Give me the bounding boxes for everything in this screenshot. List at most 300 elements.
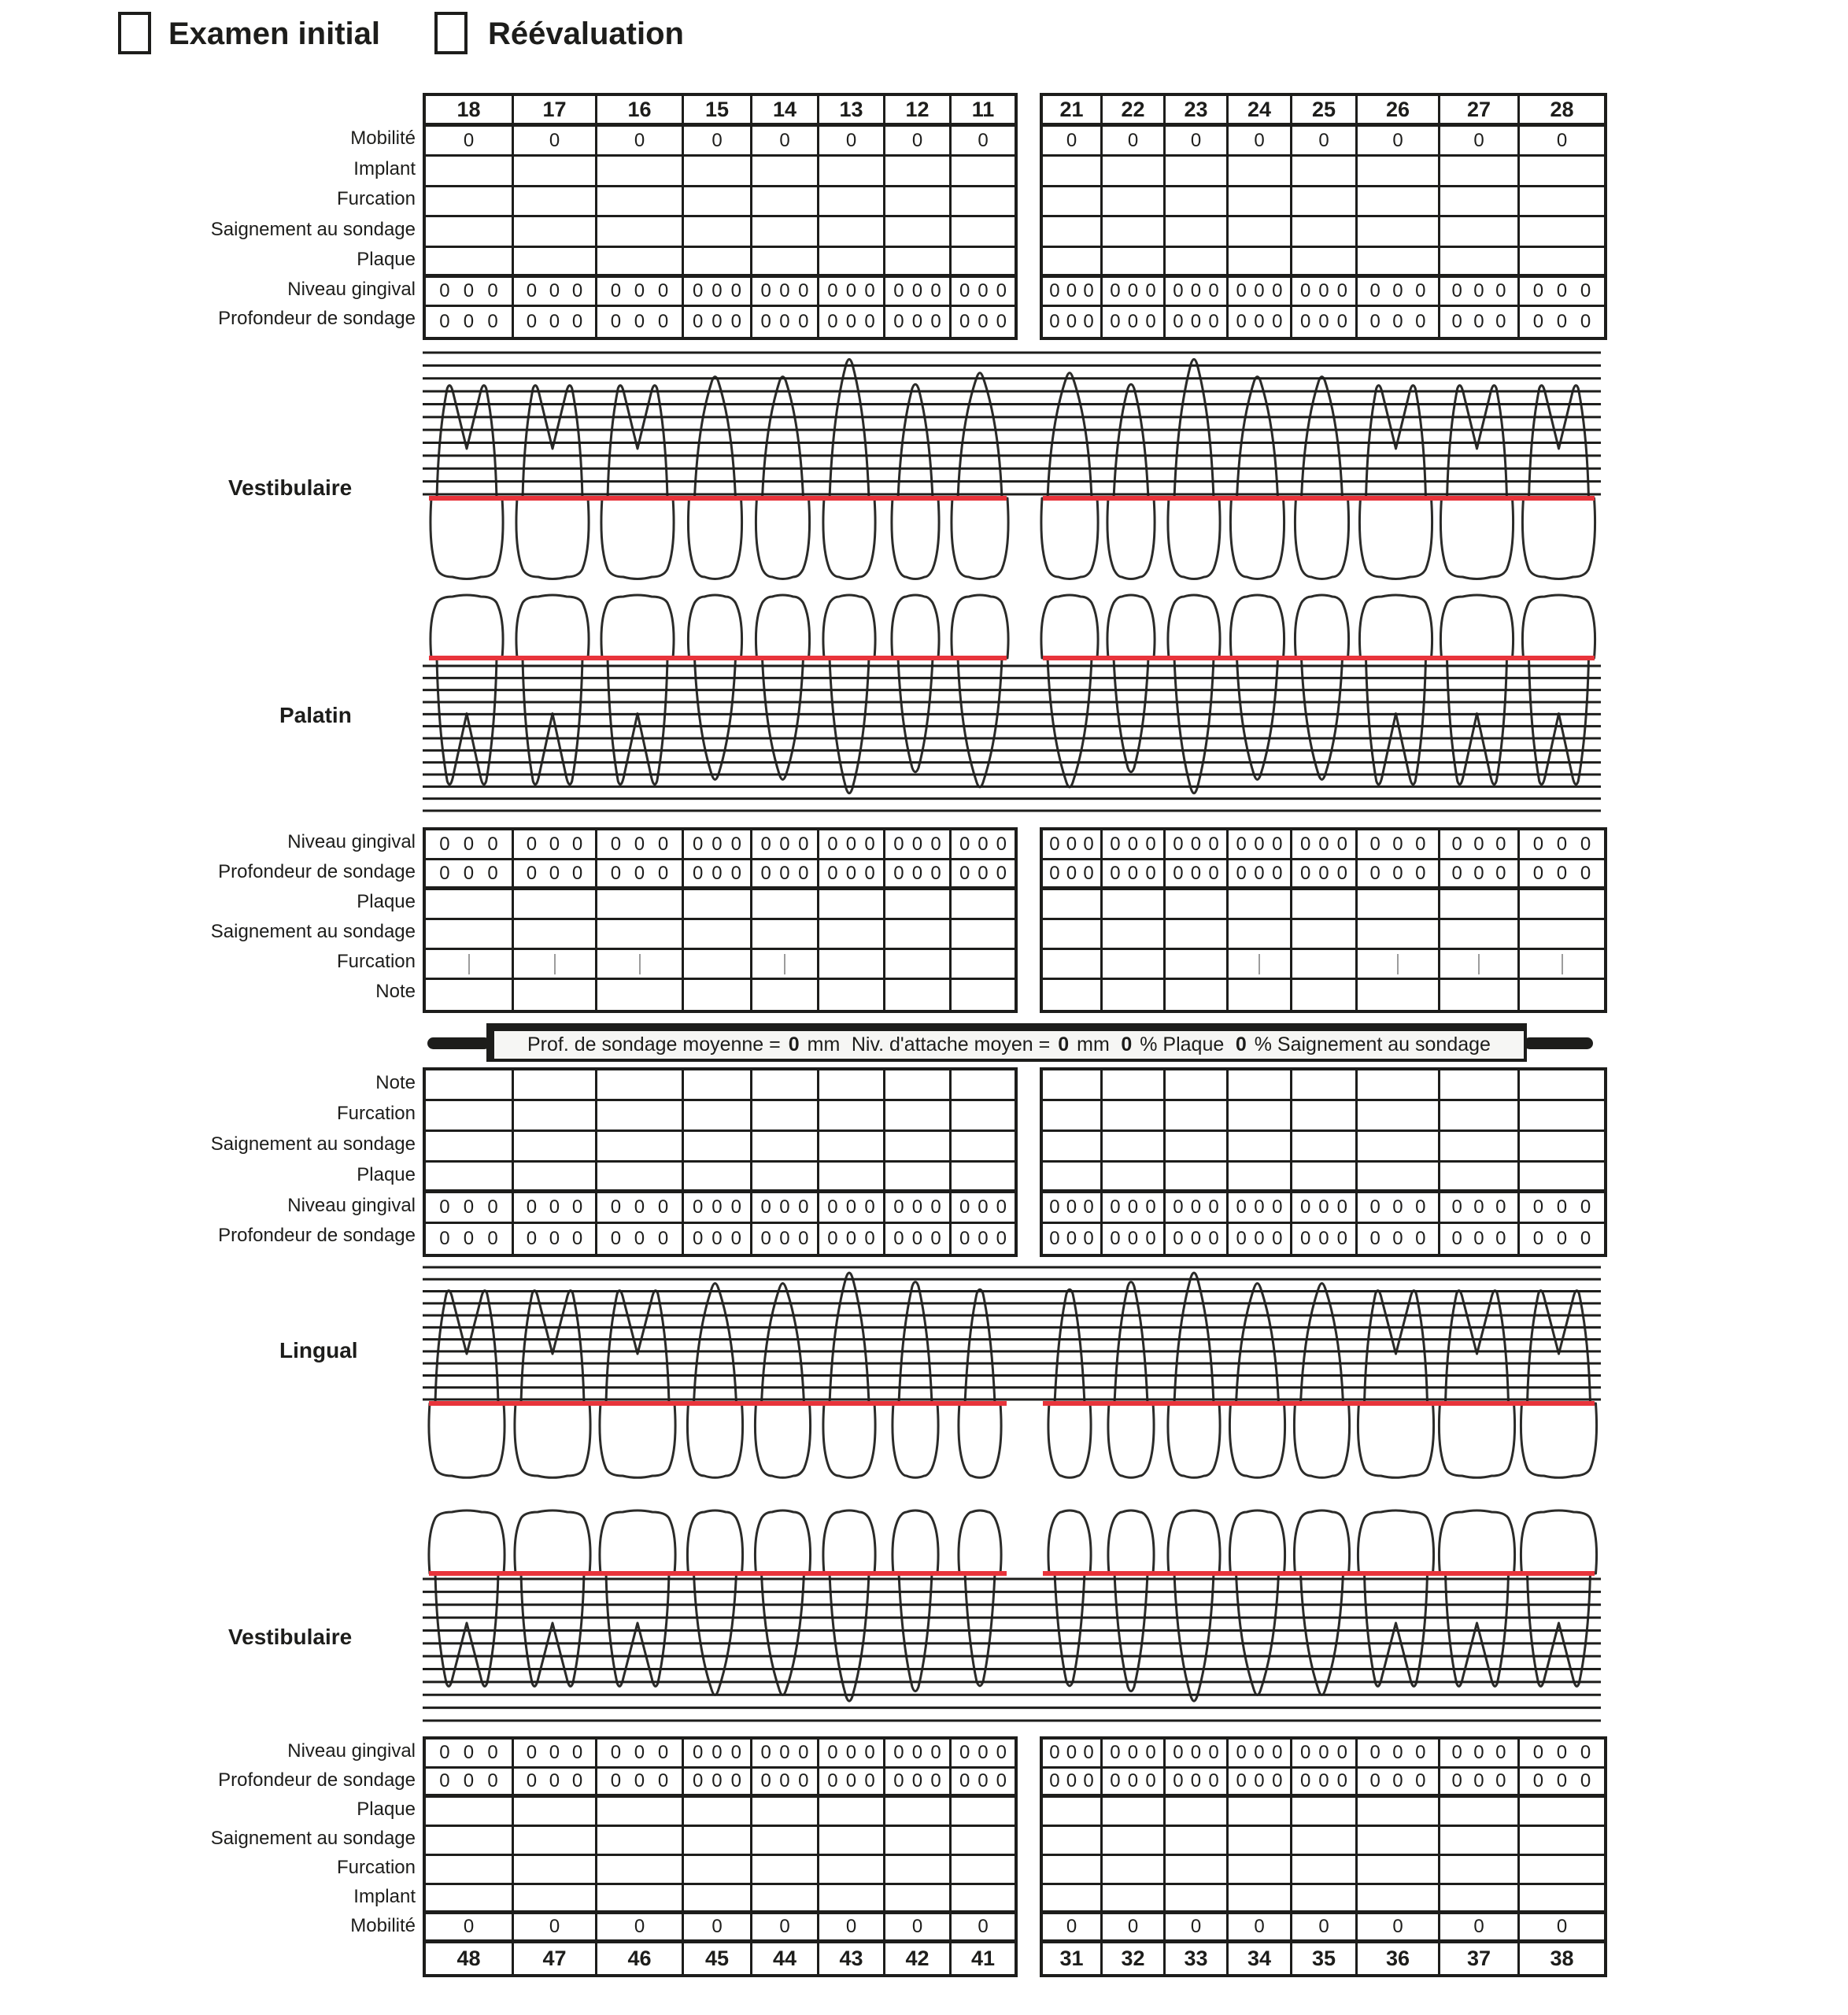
cell-upper-top-right-plaque-23[interactable] — [1166, 248, 1229, 278]
cell-lower-bottom-right-profondeur-de-sondage-35[interactable]: 0 0 0 — [1292, 1769, 1358, 1798]
cell-lower-mid-left-saignement-au-sondage-48[interactable] — [426, 1132, 514, 1163]
cell-lower-mid-left-plaque-46[interactable] — [597, 1163, 684, 1193]
cell-lower-bottom-right-saignement-au-sondage-38[interactable] — [1520, 1827, 1604, 1856]
cell-upper-mid-right-saignement-au-sondage-22[interactable] — [1103, 920, 1166, 950]
cell-lower-mid-right-note-34[interactable] — [1229, 1070, 1292, 1101]
cell-lower-bottom-right-plaque-38[interactable] — [1520, 1798, 1604, 1827]
cell-upper-top-left-niveau-gingival-15[interactable]: 0 0 0 — [684, 278, 752, 307]
cell-lower-mid-left-furcation-44[interactable] — [752, 1101, 819, 1132]
cell-upper-top-left-plaque-18[interactable] — [426, 248, 514, 278]
cell-upper-top-left-profondeur-de-sondage-18[interactable]: 0 0 0 — [426, 307, 514, 337]
cell-upper-top-left-plaque-11[interactable] — [952, 248, 1015, 278]
cell-lower-mid-right-niveau-gingival-37[interactable]: 0 0 0 — [1440, 1193, 1520, 1224]
cell-upper-mid-left-furcation-13[interactable] — [819, 950, 885, 980]
cell-lower-mid-left-note-48[interactable] — [426, 1070, 514, 1101]
cell-upper-mid-right-furcation-28[interactable] — [1520, 950, 1604, 980]
cell-upper-top-left-saignement-au-sondage-18[interactable] — [426, 217, 514, 248]
cell-lower-bottom-left-mobilite-42[interactable]: 0 — [885, 1914, 952, 1943]
cell-lower-bottom-left-profondeur-de-sondage-48[interactable]: 0 0 0 — [426, 1769, 514, 1798]
cell-upper-top-right-implant-22[interactable] — [1103, 157, 1166, 187]
cell-upper-top-right-furcation-25[interactable] — [1292, 187, 1358, 217]
cell-upper-mid-left-niveau-gingival-14[interactable]: 0 0 0 — [752, 830, 819, 860]
cell-lower-bottom-left-mobilite-45[interactable]: 0 — [684, 1914, 752, 1943]
cell-upper-mid-left-profondeur-de-sondage-13[interactable]: 0 0 0 — [819, 860, 885, 890]
cell-lower-mid-left-furcation-45[interactable] — [684, 1101, 752, 1132]
cell-lower-mid-left-niveau-gingival-44[interactable]: 0 0 0 — [752, 1193, 819, 1224]
cell-upper-top-right-furcation-27[interactable] — [1440, 187, 1520, 217]
cell-upper-top-right-saignement-au-sondage-25[interactable] — [1292, 217, 1358, 248]
cell-upper-mid-left-note-17[interactable] — [514, 980, 597, 1010]
cell-lower-bottom-left-profondeur-de-sondage-46[interactable]: 0 0 0 — [597, 1769, 684, 1798]
cell-lower-mid-right-furcation-34[interactable] — [1229, 1101, 1292, 1132]
cell-upper-top-right-niveau-gingival-24[interactable]: 0 0 0 — [1229, 278, 1292, 307]
cell-lower-bottom-right-profondeur-de-sondage-33[interactable]: 0 0 0 — [1166, 1769, 1229, 1798]
cell-lower-bottom-left-niveau-gingival-41[interactable]: 0 0 0 — [952, 1740, 1015, 1769]
cell-upper-top-right-niveau-gingival-25[interactable]: 0 0 0 — [1292, 278, 1358, 307]
cell-lower-mid-left-profondeur-de-sondage-47[interactable]: 0 0 0 — [514, 1224, 597, 1254]
cell-lower-mid-right-furcation-38[interactable] — [1520, 1101, 1604, 1132]
cell-upper-top-left-niveau-gingival-14[interactable]: 0 0 0 — [752, 278, 819, 307]
cell-lower-mid-right-niveau-gingival-32[interactable]: 0 0 0 — [1103, 1193, 1166, 1224]
cell-lower-bottom-left-furcation-41[interactable] — [952, 1856, 1015, 1885]
cell-upper-mid-right-note-27[interactable] — [1440, 980, 1520, 1010]
cell-lower-mid-right-plaque-38[interactable] — [1520, 1163, 1604, 1193]
cell-upper-top-right-furcation-28[interactable] — [1520, 187, 1604, 217]
cell-lower-bottom-left-saignement-au-sondage-43[interactable] — [819, 1827, 885, 1856]
cell-upper-top-right-implant-28[interactable] — [1520, 157, 1604, 187]
cell-lower-bottom-right-furcation-31[interactable] — [1043, 1856, 1103, 1885]
cell-lower-bottom-left-plaque-46[interactable] — [597, 1798, 684, 1827]
cell-upper-top-left-mobilite-13[interactable]: 0 — [819, 127, 885, 157]
cell-upper-mid-left-niveau-gingival-11[interactable]: 0 0 0 — [952, 830, 1015, 860]
cell-lower-mid-right-profondeur-de-sondage-38[interactable]: 0 0 0 — [1532, 1228, 1591, 1249]
cell-lower-bottom-right-niveau-gingival-33[interactable]: 0 0 0 — [1166, 1740, 1229, 1769]
cell-lower-bottom-right-implant-37[interactable] — [1440, 1885, 1520, 1914]
cell-lower-bottom-right-saignement-au-sondage-35[interactable] — [1292, 1827, 1358, 1856]
cell-upper-top-left-niveau-gingival-12[interactable]: 0 0 0 — [885, 278, 952, 307]
cell-upper-mid-right-plaque-21[interactable] — [1043, 890, 1103, 920]
cell-lower-mid-left-plaque-42[interactable] — [885, 1163, 952, 1193]
cell-upper-top-left-implant-13[interactable] — [819, 157, 885, 187]
cell-lower-mid-right-note-32[interactable] — [1103, 1070, 1166, 1101]
examen-initial-checkbox[interactable] — [118, 12, 151, 54]
cell-lower-bottom-left-profondeur-de-sondage-44[interactable]: 0 0 0 — [752, 1769, 819, 1798]
cell-upper-top-right-plaque-28[interactable] — [1520, 248, 1604, 278]
cell-upper-top-right-saignement-au-sondage-26[interactable] — [1358, 217, 1440, 248]
cell-lower-bottom-right-mobilite-32[interactable]: 0 — [1103, 1914, 1166, 1943]
cell-lower-bottom-right-niveau-gingival-32[interactable]: 0 0 0 — [1103, 1740, 1166, 1769]
cell-lower-bottom-right-saignement-au-sondage-37[interactable] — [1440, 1827, 1520, 1856]
cell-lower-bottom-right-profondeur-de-sondage-38[interactable]: 0 0 0 — [1520, 1769, 1604, 1798]
cell-upper-top-right-mobilite-25[interactable]: 0 — [1292, 127, 1358, 157]
cell-lower-mid-right-plaque-37[interactable] — [1440, 1163, 1520, 1193]
cell-lower-bottom-right-profondeur-de-sondage-36[interactable]: 0 0 0 — [1358, 1769, 1440, 1798]
cell-lower-mid-left-profondeur-de-sondage-44[interactable]: 0 0 0 — [752, 1224, 819, 1254]
cell-lower-bottom-left-niveau-gingival-45[interactable]: 0 0 0 — [684, 1740, 752, 1769]
cell-upper-top-left-plaque-14[interactable] — [752, 248, 819, 278]
cell-upper-mid-right-note-21[interactable] — [1043, 980, 1103, 1010]
cell-upper-mid-right-note-26[interactable] — [1358, 980, 1440, 1010]
cell-upper-mid-left-plaque-17[interactable] — [514, 890, 597, 920]
cell-upper-mid-left-saignement-au-sondage-14[interactable] — [752, 920, 819, 950]
cell-upper-top-left-furcation-18[interactable] — [426, 187, 514, 217]
cell-upper-mid-right-niveau-gingival-21[interactable]: 0 0 0 — [1043, 830, 1103, 860]
cell-upper-top-left-saignement-au-sondage-15[interactable] — [684, 217, 752, 248]
cell-lower-bottom-left-implant-45[interactable] — [684, 1885, 752, 1914]
cell-lower-bottom-right-plaque-36[interactable] — [1358, 1798, 1440, 1827]
cell-lower-bottom-left-saignement-au-sondage-41[interactable] — [952, 1827, 1015, 1856]
cell-lower-mid-right-plaque-31[interactable] — [1043, 1163, 1103, 1193]
cell-lower-bottom-left-niveau-gingival-46[interactable]: 0 0 0 — [597, 1740, 684, 1769]
cell-upper-mid-left-profondeur-de-sondage-16[interactable]: 0 0 0 — [597, 860, 684, 890]
cell-upper-mid-left-note-13[interactable] — [819, 980, 885, 1010]
cell-lower-bottom-left-implant-44[interactable] — [752, 1885, 819, 1914]
cell-upper-top-left-mobilite-15[interactable]: 0 — [684, 127, 752, 157]
cell-lower-mid-right-plaque-34[interactable] — [1229, 1163, 1292, 1193]
cell-upper-mid-left-profondeur-de-sondage-17[interactable]: 0 0 0 — [514, 860, 597, 890]
cell-upper-top-right-profondeur-de-sondage-22[interactable]: 0 0 0 — [1103, 307, 1166, 337]
cell-lower-mid-left-note-41[interactable] — [952, 1070, 1015, 1101]
cell-lower-bottom-right-implant-31[interactable] — [1043, 1885, 1103, 1914]
cell-lower-mid-left-note-46[interactable] — [597, 1070, 684, 1101]
cell-lower-mid-left-niveau-gingival-47[interactable]: 0 0 0 — [514, 1193, 597, 1224]
cell-upper-top-left-profondeur-de-sondage-13[interactable]: 0 0 0 — [819, 307, 885, 337]
cell-lower-mid-right-plaque-35[interactable] — [1292, 1163, 1358, 1193]
cell-lower-bottom-left-plaque-48[interactable] — [426, 1798, 514, 1827]
cell-upper-mid-left-niveau-gingival-12[interactable]: 0 0 0 — [885, 830, 952, 860]
cell-upper-mid-left-profondeur-de-sondage-18[interactable]: 0 0 0 — [426, 860, 514, 890]
cell-lower-mid-right-niveau-gingival-38[interactable]: 0 0 0 — [1520, 1193, 1604, 1224]
cell-lower-mid-left-furcation-41[interactable] — [952, 1101, 1015, 1132]
cell-lower-mid-right-profondeur-de-sondage-35[interactable]: 0 0 0 — [1292, 1224, 1358, 1254]
cell-lower-mid-left-note-43[interactable] — [819, 1070, 885, 1101]
cell-lower-bottom-left-saignement-au-sondage-48[interactable] — [426, 1827, 514, 1856]
cell-upper-mid-left-note-12[interactable] — [885, 980, 952, 1010]
cell-lower-bottom-right-mobilite-36[interactable]: 0 — [1358, 1914, 1440, 1943]
cell-lower-mid-left-note-47[interactable] — [514, 1070, 597, 1101]
cell-lower-bottom-left-profondeur-de-sondage-41[interactable]: 0 0 0 — [952, 1769, 1015, 1798]
cell-upper-top-right-plaque-22[interactable] — [1103, 248, 1166, 278]
cell-lower-bottom-right-mobilite-38[interactable]: 0 — [1520, 1914, 1604, 1943]
cell-upper-mid-right-niveau-gingival-28[interactable]: 0 0 0 — [1520, 830, 1604, 860]
cell-lower-bottom-right-plaque-37[interactable] — [1440, 1798, 1520, 1827]
cell-lower-mid-right-note-33[interactable] — [1166, 1070, 1229, 1101]
cell-upper-top-left-implant-15[interactable] — [684, 157, 752, 187]
cell-lower-bottom-right-furcation-34[interactable] — [1229, 1856, 1292, 1885]
cell-upper-mid-right-profondeur-de-sondage-21[interactable]: 0 0 0 — [1043, 860, 1103, 890]
cell-upper-top-right-plaque-24[interactable] — [1229, 248, 1292, 278]
cell-upper-top-left-profondeur-de-sondage-16[interactable]: 0 0 0 — [597, 307, 684, 337]
cell-upper-mid-left-plaque-11[interactable] — [952, 890, 1015, 920]
cell-upper-mid-right-profondeur-de-sondage-22[interactable]: 0 0 0 — [1103, 860, 1166, 890]
cell-lower-bottom-left-saignement-au-sondage-47[interactable] — [514, 1827, 597, 1856]
cell-lower-bottom-right-furcation-37[interactable] — [1440, 1856, 1520, 1885]
cell-upper-top-left-saignement-au-sondage-16[interactable] — [597, 217, 684, 248]
cell-upper-top-right-saignement-au-sondage-27[interactable] — [1440, 217, 1520, 248]
cell-upper-top-left-profondeur-de-sondage-11[interactable]: 0 0 0 — [959, 311, 1007, 332]
cell-upper-mid-left-saignement-au-sondage-16[interactable] — [597, 920, 684, 950]
cell-lower-bottom-right-niveau-gingival-34[interactable]: 0 0 0 — [1229, 1740, 1292, 1769]
cell-lower-bottom-right-plaque-33[interactable] — [1166, 1798, 1229, 1827]
cell-lower-bottom-right-furcation-32[interactable] — [1103, 1856, 1166, 1885]
cell-upper-top-left-niveau-gingival-18[interactable]: 0 0 0 — [426, 278, 514, 307]
cell-lower-mid-right-note-31[interactable] — [1043, 1070, 1103, 1101]
cell-upper-top-right-plaque-26[interactable] — [1358, 248, 1440, 278]
cell-lower-bottom-left-plaque-45[interactable] — [684, 1798, 752, 1827]
cell-lower-mid-right-profondeur-de-sondage-36[interactable]: 0 0 0 — [1358, 1224, 1440, 1254]
cell-lower-mid-right-saignement-au-sondage-33[interactable] — [1166, 1132, 1229, 1163]
cell-upper-top-left-implant-17[interactable] — [514, 157, 597, 187]
cell-upper-top-right-furcation-24[interactable] — [1229, 187, 1292, 217]
cell-upper-mid-right-saignement-au-sondage-23[interactable] — [1166, 920, 1229, 950]
cell-lower-mid-right-niveau-gingival-35[interactable]: 0 0 0 — [1292, 1193, 1358, 1224]
cell-upper-top-left-plaque-12[interactable] — [885, 248, 952, 278]
cell-upper-top-left-niveau-gingival-13[interactable]: 0 0 0 — [819, 278, 885, 307]
cell-lower-mid-left-niveau-gingival-46[interactable]: 0 0 0 — [597, 1193, 684, 1224]
cell-upper-mid-left-furcation-15[interactable] — [684, 950, 752, 980]
cell-upper-mid-left-furcation-12[interactable] — [885, 950, 952, 980]
cell-lower-bottom-left-furcation-43[interactable] — [819, 1856, 885, 1885]
cell-upper-top-left-saignement-au-sondage-12[interactable] — [885, 217, 952, 248]
cell-upper-mid-right-saignement-au-sondage-26[interactable] — [1358, 920, 1440, 950]
cell-upper-mid-left-furcation-18[interactable] — [426, 950, 514, 980]
cell-upper-mid-left-profondeur-de-sondage-14[interactable]: 0 0 0 — [752, 860, 819, 890]
cell-lower-mid-left-saignement-au-sondage-44[interactable] — [752, 1132, 819, 1163]
cell-lower-mid-left-furcation-43[interactable] — [819, 1101, 885, 1132]
cell-upper-top-left-niveau-gingival-11[interactable]: 0 0 0 — [952, 278, 1015, 307]
cell-lower-bottom-right-plaque-34[interactable] — [1229, 1798, 1292, 1827]
cell-lower-mid-right-furcation-35[interactable] — [1292, 1101, 1358, 1132]
cell-upper-top-left-niveau-gingival-17[interactable]: 0 0 0 — [514, 278, 597, 307]
cell-upper-mid-left-saignement-au-sondage-17[interactable] — [514, 920, 597, 950]
cell-upper-top-left-saignement-au-sondage-14[interactable] — [752, 217, 819, 248]
cell-upper-top-left-furcation-15[interactable] — [684, 187, 752, 217]
cell-upper-mid-left-note-18[interactable] — [426, 980, 514, 1010]
cell-lower-mid-right-niveau-gingival-33[interactable]: 0 0 0 — [1166, 1193, 1229, 1224]
cell-upper-top-right-profondeur-de-sondage-23[interactable]: 0 0 0 — [1166, 307, 1229, 337]
cell-lower-bottom-left-furcation-44[interactable] — [752, 1856, 819, 1885]
cell-upper-mid-left-profondeur-de-sondage-11[interactable]: 0 0 0 — [952, 860, 1015, 890]
cell-upper-mid-right-niveau-gingival-22[interactable]: 0 0 0 — [1103, 830, 1166, 860]
cell-upper-mid-right-furcation-21[interactable] — [1043, 950, 1103, 980]
cell-upper-top-left-furcation-17[interactable] — [514, 187, 597, 217]
cell-lower-bottom-left-niveau-gingival-48[interactable]: 0 0 0 — [426, 1740, 514, 1769]
cell-lower-mid-left-note-44[interactable] — [752, 1070, 819, 1101]
cell-lower-bottom-left-furcation-42[interactable] — [885, 1856, 952, 1885]
cell-lower-bottom-right-saignement-au-sondage-36[interactable] — [1358, 1827, 1440, 1856]
cell-upper-top-left-mobilite-18[interactable]: 0 — [426, 127, 514, 157]
cell-lower-mid-left-plaque-43[interactable] — [819, 1163, 885, 1193]
cell-lower-mid-left-niveau-gingival-48[interactable]: 0 0 0 — [426, 1193, 514, 1224]
cell-lower-bottom-right-implant-36[interactable] — [1358, 1885, 1440, 1914]
cell-lower-mid-left-profondeur-de-sondage-46[interactable]: 0 0 0 — [597, 1224, 684, 1254]
cell-upper-mid-right-saignement-au-sondage-21[interactable] — [1043, 920, 1103, 950]
cell-upper-top-right-niveau-gingival-28[interactable]: 0 0 0 — [1520, 278, 1604, 307]
cell-lower-mid-left-niveau-gingival-42[interactable]: 0 0 0 — [885, 1193, 952, 1224]
cell-upper-mid-right-saignement-au-sondage-24[interactable] — [1229, 920, 1292, 950]
cell-lower-bottom-left-saignement-au-sondage-42[interactable] — [885, 1827, 952, 1856]
cell-lower-bottom-right-mobilite-37[interactable]: 0 — [1440, 1914, 1520, 1943]
cell-upper-top-left-mobilite-16[interactable]: 0 — [597, 127, 684, 157]
cell-lower-bottom-right-implant-35[interactable] — [1292, 1885, 1358, 1914]
cell-lower-bottom-right-furcation-36[interactable] — [1358, 1856, 1440, 1885]
cell-lower-bottom-right-saignement-au-sondage-34[interactable] — [1229, 1827, 1292, 1856]
cell-upper-top-right-mobilite-24[interactable]: 0 — [1229, 127, 1292, 157]
cell-lower-mid-right-saignement-au-sondage-36[interactable] — [1358, 1132, 1440, 1163]
reevaluation-checkbox[interactable] — [434, 12, 468, 54]
cell-lower-bottom-left-saignement-au-sondage-45[interactable] — [684, 1827, 752, 1856]
cell-lower-mid-left-saignement-au-sondage-47[interactable] — [514, 1132, 597, 1163]
cell-upper-mid-right-furcation-26[interactable] — [1358, 950, 1440, 980]
cell-lower-mid-right-profondeur-de-sondage-37[interactable]: 0 0 0 — [1440, 1224, 1520, 1254]
cell-lower-mid-right-saignement-au-sondage-35[interactable] — [1292, 1132, 1358, 1163]
cell-upper-top-left-plaque-15[interactable] — [684, 248, 752, 278]
cell-lower-mid-left-profondeur-de-sondage-45[interactable]: 0 0 0 — [684, 1224, 752, 1254]
cell-upper-top-left-plaque-17[interactable] — [514, 248, 597, 278]
cell-lower-mid-right-note-35[interactable] — [1292, 1070, 1358, 1101]
cell-lower-bottom-right-furcation-33[interactable] — [1166, 1856, 1229, 1885]
cell-upper-mid-right-niveau-gingival-27[interactable]: 0 0 0 — [1440, 830, 1520, 860]
cell-lower-bottom-left-profondeur-de-sondage-45[interactable]: 0 0 0 — [684, 1769, 752, 1798]
cell-lower-mid-left-furcation-42[interactable] — [885, 1101, 952, 1132]
cell-lower-mid-left-note-42[interactable] — [885, 1070, 952, 1101]
cell-upper-top-right-plaque-21[interactable] — [1043, 248, 1103, 278]
cell-lower-bottom-right-plaque-32[interactable] — [1103, 1798, 1166, 1827]
cell-upper-mid-left-note-15[interactable] — [684, 980, 752, 1010]
cell-lower-mid-left-profondeur-de-sondage-48[interactable]: 0 0 0 — [426, 1224, 514, 1254]
cell-upper-mid-left-niveau-gingival-18[interactable]: 0 0 0 — [426, 830, 514, 860]
cell-lower-bottom-right-saignement-au-sondage-33[interactable] — [1166, 1827, 1229, 1856]
cell-lower-bottom-left-niveau-gingival-47[interactable]: 0 0 0 — [514, 1740, 597, 1769]
cell-upper-top-right-profondeur-de-sondage-27[interactable]: 0 0 0 — [1440, 307, 1520, 337]
cell-upper-mid-right-note-25[interactable] — [1292, 980, 1358, 1010]
cell-lower-bottom-left-mobilite-48[interactable]: 0 — [426, 1914, 514, 1943]
cell-upper-mid-right-profondeur-de-sondage-25[interactable]: 0 0 0 — [1292, 860, 1358, 890]
cell-upper-mid-left-profondeur-de-sondage-15[interactable]: 0 0 0 — [684, 860, 752, 890]
cell-lower-mid-right-note-38[interactable] — [1520, 1070, 1604, 1101]
cell-upper-top-left-profondeur-de-sondage-17[interactable]: 0 0 0 — [514, 307, 597, 337]
cell-upper-top-right-implant-21[interactable] — [1043, 157, 1103, 187]
cell-upper-mid-left-furcation-11[interactable] — [952, 950, 1015, 980]
cell-lower-bottom-left-plaque-42[interactable] — [885, 1798, 952, 1827]
cell-upper-mid-left-profondeur-de-sondage-12[interactable]: 0 0 0 — [885, 860, 952, 890]
cell-upper-top-left-mobilite-11[interactable]: 0 — [952, 127, 1015, 157]
cell-upper-top-right-mobilite-27[interactable]: 0 — [1440, 127, 1520, 157]
cell-upper-mid-right-plaque-28[interactable] — [1520, 890, 1604, 920]
cell-upper-top-right-profondeur-de-sondage-25[interactable]: 0 0 0 — [1292, 307, 1358, 337]
cell-upper-mid-left-saignement-au-sondage-13[interactable] — [819, 920, 885, 950]
cell-upper-top-right-implant-23[interactable] — [1166, 157, 1229, 187]
cell-upper-mid-right-niveau-gingival-23[interactable]: 0 0 0 — [1166, 830, 1229, 860]
cell-lower-bottom-left-mobilite-47[interactable]: 0 — [514, 1914, 597, 1943]
cell-lower-bottom-left-plaque-47[interactable] — [514, 1798, 597, 1827]
cell-upper-top-right-furcation-23[interactable] — [1166, 187, 1229, 217]
cell-upper-top-right-furcation-22[interactable] — [1103, 187, 1166, 217]
cell-upper-top-left-saignement-au-sondage-13[interactable] — [819, 217, 885, 248]
cell-upper-top-right-plaque-25[interactable] — [1292, 248, 1358, 278]
cell-upper-mid-right-note-28[interactable] — [1520, 980, 1604, 1010]
cell-upper-top-left-mobilite-12[interactable]: 0 — [885, 127, 952, 157]
cell-upper-top-right-plaque-27[interactable] — [1440, 248, 1520, 278]
cell-upper-mid-left-niveau-gingival-17[interactable]: 0 0 0 — [514, 830, 597, 860]
cell-upper-mid-right-saignement-au-sondage-28[interactable] — [1520, 920, 1604, 950]
cell-upper-top-right-mobilite-22[interactable]: 0 — [1103, 127, 1166, 157]
cell-lower-bottom-left-niveau-gingival-44[interactable]: 0 0 0 — [752, 1740, 819, 1769]
cell-lower-bottom-right-mobilite-34[interactable]: 0 — [1229, 1914, 1292, 1943]
cell-lower-mid-right-profondeur-de-sondage-34[interactable]: 0 0 0 — [1229, 1224, 1292, 1254]
cell-lower-mid-left-niveau-gingival-45[interactable]: 0 0 0 — [684, 1193, 752, 1224]
cell-lower-bottom-left-mobilite-46[interactable]: 0 — [597, 1914, 684, 1943]
cell-upper-top-right-mobilite-28[interactable]: 0 — [1520, 127, 1604, 157]
cell-lower-mid-right-niveau-gingival-31[interactable]: 0 0 0 — [1043, 1193, 1103, 1224]
cell-upper-top-right-furcation-26[interactable] — [1358, 187, 1440, 217]
cell-lower-mid-right-furcation-33[interactable] — [1166, 1101, 1229, 1132]
cell-lower-bottom-left-plaque-41[interactable] — [952, 1798, 1015, 1827]
cell-upper-mid-right-note-23[interactable] — [1166, 980, 1229, 1010]
cell-lower-bottom-left-mobilite-43[interactable]: 0 — [819, 1914, 885, 1943]
cell-lower-mid-left-saignement-au-sondage-43[interactable] — [819, 1132, 885, 1163]
cell-upper-mid-left-saignement-au-sondage-12[interactable] — [885, 920, 952, 950]
cell-upper-top-left-niveau-gingival-16[interactable]: 0 0 0 — [597, 278, 684, 307]
cell-upper-top-right-furcation-21[interactable] — [1043, 187, 1103, 217]
cell-upper-top-right-niveau-gingival-26[interactable]: 0 0 0 — [1358, 278, 1440, 307]
cell-lower-mid-right-note-37[interactable] — [1440, 1070, 1520, 1101]
cell-upper-top-right-profondeur-de-sondage-24[interactable]: 0 0 0 — [1229, 307, 1292, 337]
cell-upper-top-left-plaque-16[interactable] — [597, 248, 684, 278]
cell-upper-top-right-saignement-au-sondage-21[interactable] — [1043, 217, 1103, 248]
cell-lower-mid-right-profondeur-de-sondage-32[interactable]: 0 0 0 — [1103, 1224, 1166, 1254]
cell-upper-mid-left-plaque-18[interactable] — [426, 890, 514, 920]
cell-lower-bottom-right-niveau-gingival-37[interactable]: 0 0 0 — [1440, 1740, 1520, 1769]
cell-lower-mid-right-furcation-36[interactable] — [1358, 1101, 1440, 1132]
cell-upper-top-right-saignement-au-sondage-24[interactable] — [1229, 217, 1292, 248]
cell-lower-bottom-left-implant-47[interactable] — [514, 1885, 597, 1914]
cell-lower-mid-left-plaque-44[interactable] — [752, 1163, 819, 1193]
cell-upper-mid-right-furcation-27[interactable] — [1440, 950, 1520, 980]
cell-lower-mid-left-furcation-48[interactable] — [426, 1101, 514, 1132]
cell-lower-bottom-left-implant-48[interactable] — [426, 1885, 514, 1914]
cell-upper-mid-left-furcation-14[interactable] — [752, 950, 819, 980]
cell-lower-mid-right-plaque-36[interactable] — [1358, 1163, 1440, 1193]
cell-upper-mid-left-plaque-15[interactable] — [684, 890, 752, 920]
cell-lower-bottom-left-plaque-43[interactable] — [819, 1798, 885, 1827]
cell-upper-mid-right-niveau-gingival-24[interactable]: 0 0 0 — [1229, 830, 1292, 860]
cell-lower-mid-left-profondeur-de-sondage-42[interactable]: 0 0 0 — [885, 1224, 952, 1254]
cell-upper-top-left-profondeur-de-sondage-12[interactable]: 0 0 0 — [885, 307, 952, 337]
cell-lower-bottom-right-implant-32[interactable] — [1103, 1885, 1166, 1914]
cell-lower-bottom-left-profondeur-de-sondage-47[interactable]: 0 0 0 — [514, 1769, 597, 1798]
cell-lower-bottom-left-furcation-45[interactable] — [684, 1856, 752, 1885]
cell-upper-top-left-implant-12[interactable] — [885, 157, 952, 187]
cell-lower-mid-left-saignement-au-sondage-46[interactable] — [597, 1132, 684, 1163]
cell-upper-mid-right-niveau-gingival-26[interactable]: 0 0 0 — [1358, 830, 1440, 860]
cell-lower-bottom-right-implant-33[interactable] — [1166, 1885, 1229, 1914]
cell-upper-top-left-saignement-au-sondage-17[interactable] — [514, 217, 597, 248]
cell-upper-top-right-mobilite-26[interactable]: 0 — [1358, 127, 1440, 157]
cell-upper-mid-right-profondeur-de-sondage-23[interactable]: 0 0 0 — [1166, 860, 1229, 890]
cell-upper-mid-left-saignement-au-sondage-15[interactable] — [684, 920, 752, 950]
cell-upper-mid-right-saignement-au-sondage-27[interactable] — [1440, 920, 1520, 950]
cell-upper-mid-left-furcation-16[interactable] — [597, 950, 684, 980]
cell-lower-bottom-right-profondeur-de-sondage-37[interactable]: 0 0 0 — [1440, 1769, 1520, 1798]
cell-upper-top-left-implant-18[interactable] — [426, 157, 514, 187]
cell-upper-mid-right-niveau-gingival-25[interactable]: 0 0 0 — [1292, 830, 1358, 860]
cell-upper-mid-right-saignement-au-sondage-25[interactable] — [1292, 920, 1358, 950]
cell-lower-bottom-right-saignement-au-sondage-31[interactable] — [1043, 1827, 1103, 1856]
cell-upper-mid-left-plaque-16[interactable] — [597, 890, 684, 920]
cell-upper-top-left-mobilite-14[interactable]: 0 — [752, 127, 819, 157]
cell-upper-mid-left-niveau-gingival-15[interactable]: 0 0 0 — [684, 830, 752, 860]
